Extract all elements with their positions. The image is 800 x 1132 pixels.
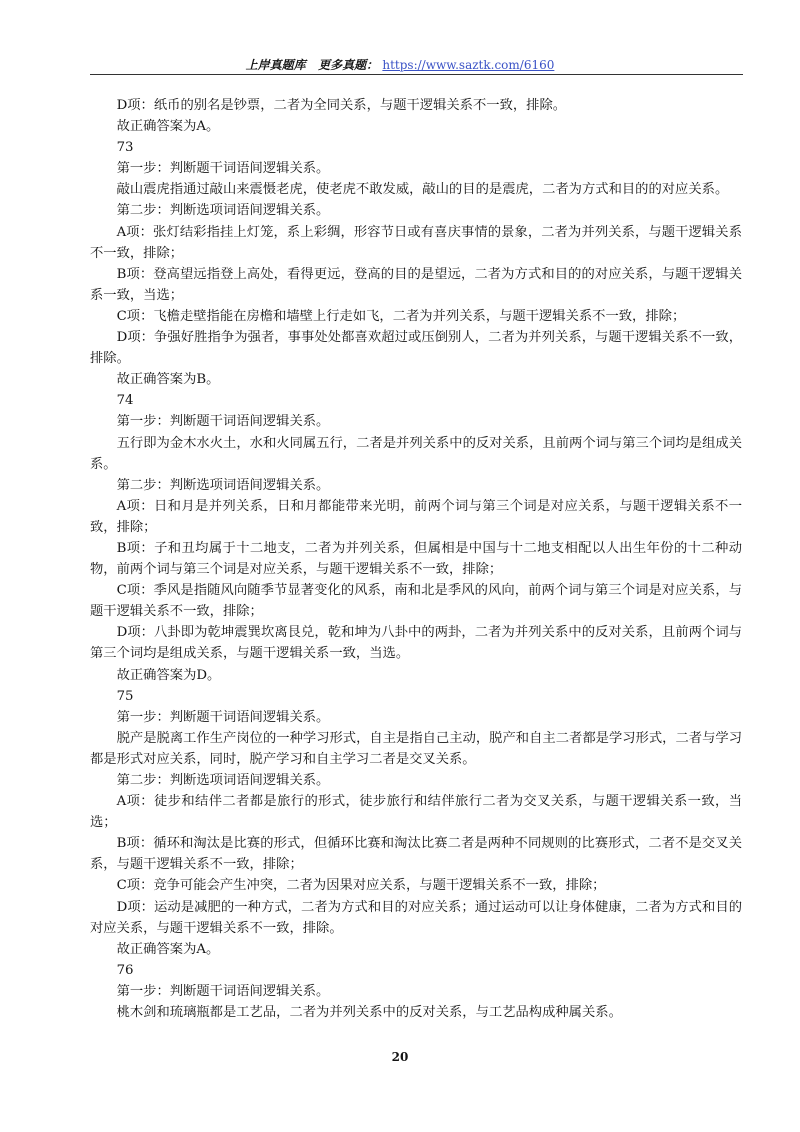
paragraph: 故正确答案为A。 [116,941,220,957]
paragraph: D项：纸币的别名是钞票，二者为全同关系，与题干逻辑关系不一致，排除。 [116,98,567,113]
paragraph: 故正确答案为A。 [116,119,220,135]
paragraph: 第一步：判断题干词语间逻辑关系。 [116,709,330,725]
paragraph: B项：登高望远指登上高处，看得更远，登高的目的是望远，二者为方式和目的的对应关系，与题干逻辑关系一致，当选； [90,266,742,303]
paragraph: A项：日和月是并列关系，日和月都能带来光明，前两个词与第三个词是对应关系，与题干逻辑关系不一致，排除； [90,498,742,535]
paragraph: C项：飞檐走壁指能在房檐和墙壁上行走如飞，二者为并列关系，与题干逻辑关系不一致，排除； [116,308,686,324]
paragraph: 第二步：判断选项词语间逻辑关系。 [116,477,330,493]
paragraph: B项：循环和淘汰是比赛的形式，但循环比赛和淘汰比赛二者是两种不同规则的比赛形式，二者不是交叉关系，与题干逻辑关系不一致，排除； [90,836,742,873]
paragraph: C项：季风是指随风向随季节显著变化的风系，南和北是季风的风向，前两个词与第三个词是对应关系，与题干逻辑关系不一致，排除； [90,583,742,620]
document-body [90,95,742,1023]
paragraph: 脱产是脱离工作生产岗位的一种学习形式，自主是指自己主动，脱产和自主二者都是学习形式，二者与学习都是形式对应关系，同时，脱产学习和自主学习二者是交叉关系。 [90,730,742,767]
paragraph: 故正确答案为D。 [116,667,221,683]
paragraph: C项：竞争可能会产生冲突，二者为因果对应关系，与题干逻辑关系不一致，排除； [116,878,606,894]
paragraph: 第二步：判断选项词语间逻辑关系。 [116,773,330,788]
paragraph: 桃木剑和琉璃瓶都是工艺品，二者为并列关系中的反对关系，与工艺品构成种属关系。 [116,1005,622,1021]
paragraph: 第一步：判断题干词语间逻辑关系。 [116,161,330,177]
paragraph: B项：子和丑均属于十二地支，二者为并列关系，但属相是中国与十二地支相配以人出生年份的十二种动物，前两个词与第三个词是对应关系，与题干逻辑关系不一致，排除； [90,540,742,578]
question-number: 74 [116,393,134,409]
paragraph: A项：张灯结彩指挂上灯笼，系上彩绸，形容节日或有喜庆事情的景象，二者为并列关系，与题干逻辑关系不一致，排除； [90,224,742,261]
paragraph: D项：八卦即为乾坤震巽坎离艮兑，乾和坤为八卦中的两卦，二者为并列关系中的反对关系，且前两个词与第三个词均是组成关系，与题干逻辑关系一致，当选。 [90,625,742,662]
page-number: 20 [391,1050,409,1064]
paragraph: 第一步：判断题干词语间逻辑关系。 [116,414,330,430]
question-number: 73 [116,140,134,156]
paragraph: D项：争强好胜指争为强者，事事处处都喜欢超过或压倒别人，二者为并列关系，与题干逻辑关系不一致，排除。 [90,330,742,367]
page-header [0,56,800,73]
brand-name: 上岸真题库 [245,58,306,72]
source-link[interactable]: https://www.saztk.com/6160 [382,58,555,72]
paragraph: 故正确答案为B。 [116,372,220,388]
paragraph: 第一步：判断题干词语间逻辑关系。 [116,983,330,999]
question-number: 75 [116,688,134,704]
paragraph: 五行即为金木水火土，水和火同属五行，二者是并列关系中的反对关系，且前两个词与第三个词均是组成关系。 [90,435,742,472]
paragraph: 第二步：判断选项词语间逻辑关系。 [116,203,330,219]
paragraph: A项：徒步和结伴二者都是旅行的形式，徒步旅行和结伴旅行二者为交叉关系，与题干逻辑关系一致，当选； [90,794,742,831]
question-number: 76 [116,962,134,978]
paragraph: D项：运动是减肥的一种方式，二者为方式和目的对应关系；通过运动可以让身体健康，二者为方式和目的对应关系，与题干逻辑关系不一致，排除。 [90,899,742,936]
header-divider [90,74,743,75]
more-label: 更多真题： [318,58,379,72]
paragraph: 敲山震虎指通过敲山来震慑老虎，使老虎不敢发威，敲山的目的是震虎，二者为方式和目的的对应关系。 [116,182,729,198]
